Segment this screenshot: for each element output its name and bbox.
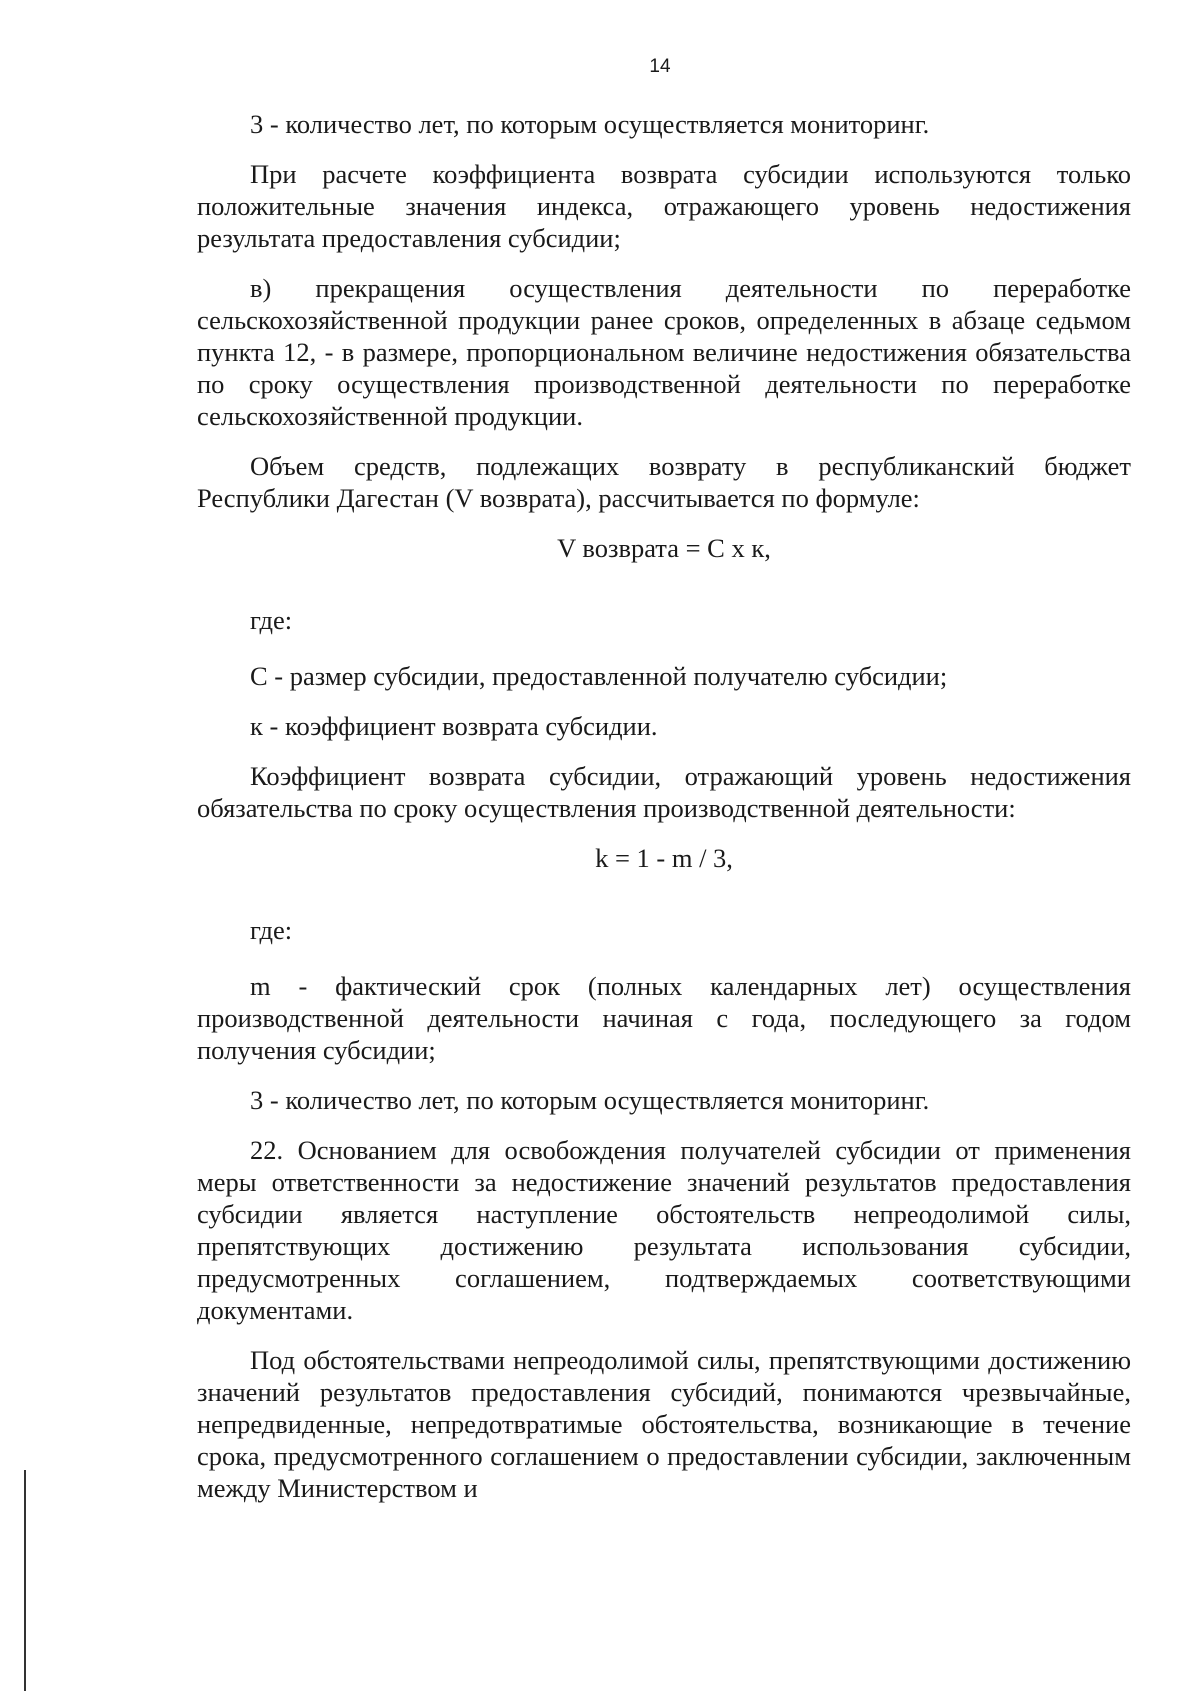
- where-label: где:: [250, 605, 293, 635]
- paragraph-termination: в) прекращения осуществления деятельности по переработке сельскохозяйственной продукции ранее сроков, определенных в абзаце седьмом пункта 12, - в размере, пропорциональном величине недостижения обязательства по сроку осуществления производственной деятельности по переработке сельскохозяйственной продукции.: [197, 273, 1131, 431]
- page-number: 14: [649, 56, 671, 77]
- paragraph-subsidy-amount: С - размер субсидии, предоставленной получателю субсидии;: [250, 661, 948, 691]
- paragraph-monitoring-years: 3 - количество лет, по которым осуществляется мониторинг.: [250, 109, 930, 139]
- paragraph-refund-coefficient: к - коэффициент возврата субсидии.: [250, 711, 658, 741]
- paragraph-force-majeure: Под обстоятельствами непреодолимой силы, препятствующими достижению значений результатов предоставления субсидий, понимаются чрезвычайные, непредвиденные, непредотвратимые обстоятельства, возникающие в течение срока, предусмотренного соглашением о предоставлении субсидии, заключенным между Министерством и: [197, 1345, 1131, 1503]
- paragraph-monitoring-years: 3 - количество лет, по которым осуществляется мониторинг.: [250, 1085, 930, 1115]
- formula-coefficient: k = 1 - m / 3,: [595, 843, 733, 873]
- paragraph-actual-term: m - фактический срок (полных календарных лет) осуществления производственной деятельности начиная с года, последующего за годом получения субсидии;: [197, 971, 1131, 1065]
- paragraph-coefficient-definition: Коэффициент возврата субсидии, отражающий уровень недостижения обязательства по сроку осуществления производственной деятельности:: [197, 761, 1131, 823]
- where-label: где:: [250, 915, 293, 945]
- document-body: [197, 108, 1131, 1522]
- paragraph-refund-volume: Объем средств, подлежащих возврату в республиканский бюджет Республики Дагестан (V возврата), рассчитывается по формуле:: [197, 451, 1131, 513]
- scan-edge-line: [24, 1470, 26, 1691]
- paragraph-clause-22: 22. Основанием для освобождения получателей субсидии от применения меры ответственности за недостижение значений результатов предоставления субсидии является наступление обстоятельств непреодолимой силы, препятствующих достижению результата использования субсидии, предусмотренных соглашением, подтверждаемых соответствующими документами.: [197, 1135, 1131, 1325]
- paragraph-positive-values: При расчете коэффициента возврата субсидии используются только положительные значения индекса, отражающего уровень недостижения результата предоставления субсидии;: [197, 159, 1131, 253]
- formula-refund: V возврата = С х к,: [557, 533, 771, 563]
